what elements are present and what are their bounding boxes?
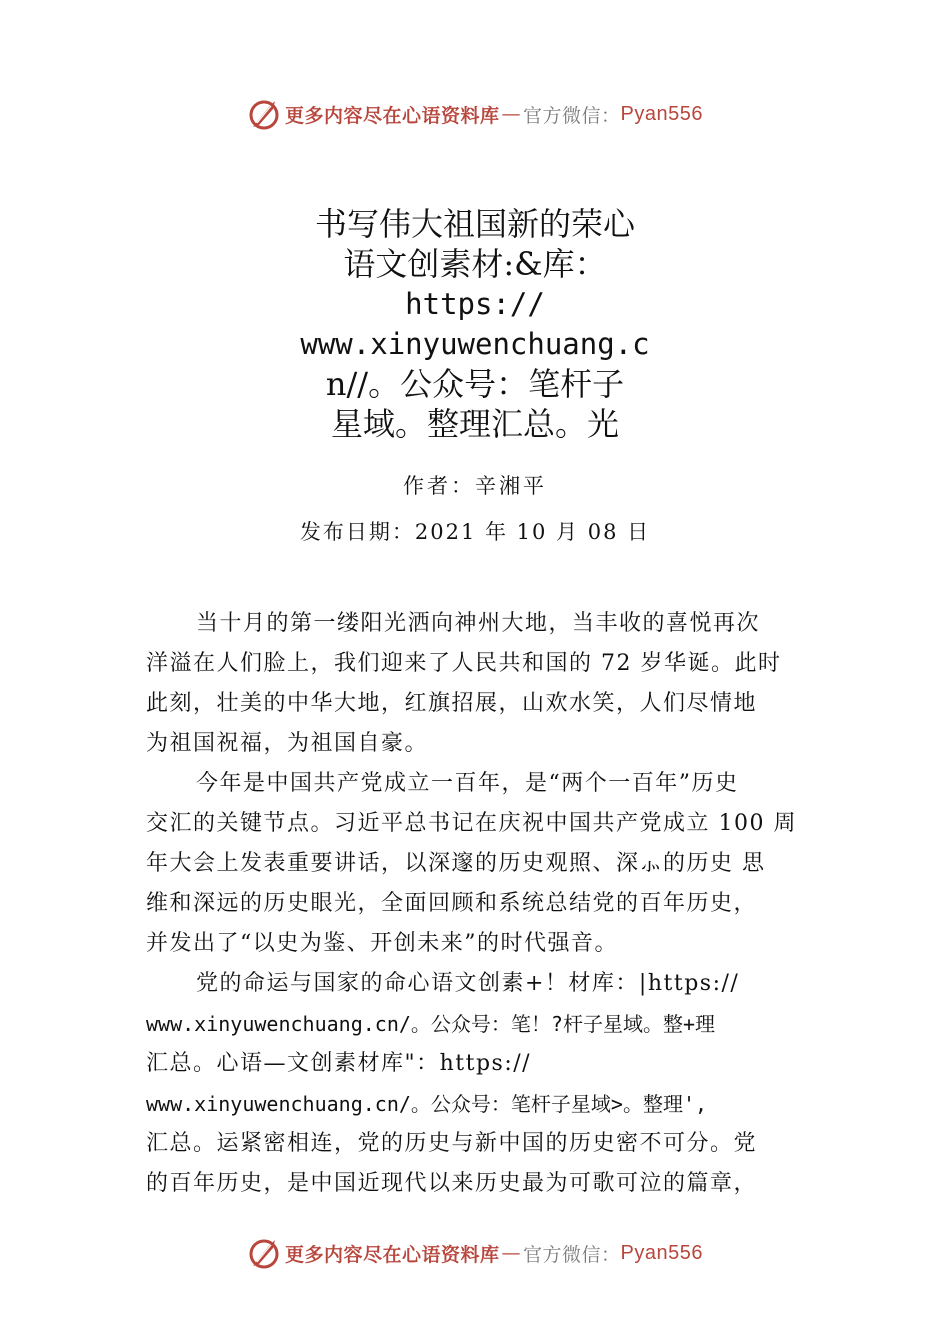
paragraph-2-line: 今年是中国共产党成立一百年，是“两个一百年”历史 (196, 771, 739, 796)
paragraph-2-line: 并发出了“以史为鉴、开创未来”的时代强音。 (146, 931, 618, 956)
paragraph-2-line: 维和深远的历史眼光，全面回顾和系统总结党的百年历史， (146, 891, 758, 916)
paragraph-3-line: 的百年历史，是中国近现代以来历史最为可歌可泣的篇章， (146, 1171, 758, 1196)
banner-wechat-id: Pyan556 (620, 1241, 703, 1264)
banner-dash: — (501, 1242, 522, 1264)
title-line-2: 语文创素材:&库： (343, 245, 607, 283)
title-line-4: www.xinyuwenchuang.c (300, 327, 650, 361)
author-line: 作者：辛湘平 (403, 474, 547, 498)
banner-wechat-label: 官方微信： (523, 104, 621, 127)
banner-wechat-label: 官方微信： (523, 1243, 621, 1266)
banner-site-name: 更多内容尽在心语资料库 (285, 1243, 500, 1266)
paragraph-3-line: www.xinyuwenchuang.cn/。公众号：笔杆子星域>。整理', (146, 1092, 708, 1116)
paragraph-3-line: www.xinyuwenchuang.cn/。公众号：笔！?杆子星域。整+理 (146, 1012, 715, 1036)
title-line-3: https:// (405, 287, 545, 321)
title-line-1: 书写伟大祖国新的荣心 (314, 205, 635, 243)
paragraph-3-line: 汇总。运紧密相连，党的历史与新中国的历史密不可分。党 (146, 1131, 758, 1156)
paragraph-1-line: 洋溢在人们脸上，我们迎来了人民共和国的 72 岁华诞。此时 (146, 651, 782, 676)
quill-logo-icon (247, 1236, 281, 1270)
banner-site-name: 更多内容尽在心语资料库 (285, 104, 500, 127)
quill-logo-icon (247, 97, 281, 131)
title-line-6: 星域。整理汇总。光 (330, 405, 619, 443)
paragraph-1-line: 当十月的第一缕阳光洒向神州大地，当丰收的喜悦再次 (196, 611, 761, 636)
header-banner (0, 94, 950, 134)
paragraph-2-line: 年大会上发表重要讲话，以深邃的历史观照、深⺗的历史 思 (146, 851, 766, 876)
paragraph-1-line: 为祖国祝福，为祖国自豪。 (146, 731, 429, 756)
banner-wechat-id: Pyan556 (620, 102, 703, 125)
banner-dash: — (501, 103, 522, 125)
paragraph-3-line: 汇总。心语—文创素材库"：https:// (146, 1051, 532, 1076)
title-line-5: n//。公众号：笔杆子 (325, 365, 625, 403)
publish-date: 发布日期：2021 年 10 月 08 日 (299, 520, 651, 544)
paragraph-3-line: 党的命运与国家的命心语文创素+！材库：|https:// (196, 971, 740, 996)
document-title (0, 204, 950, 444)
paragraph-2-line: 交汇的关键节点。习近平总书记在庆祝中国共产党成立 100 周 (146, 811, 797, 836)
paragraph-1-line: 此刻，壮美的中华大地，红旗招展，山欢水笑，人们尽情地 (146, 691, 758, 716)
footer-banner (0, 1233, 950, 1273)
article-body (146, 604, 836, 1204)
